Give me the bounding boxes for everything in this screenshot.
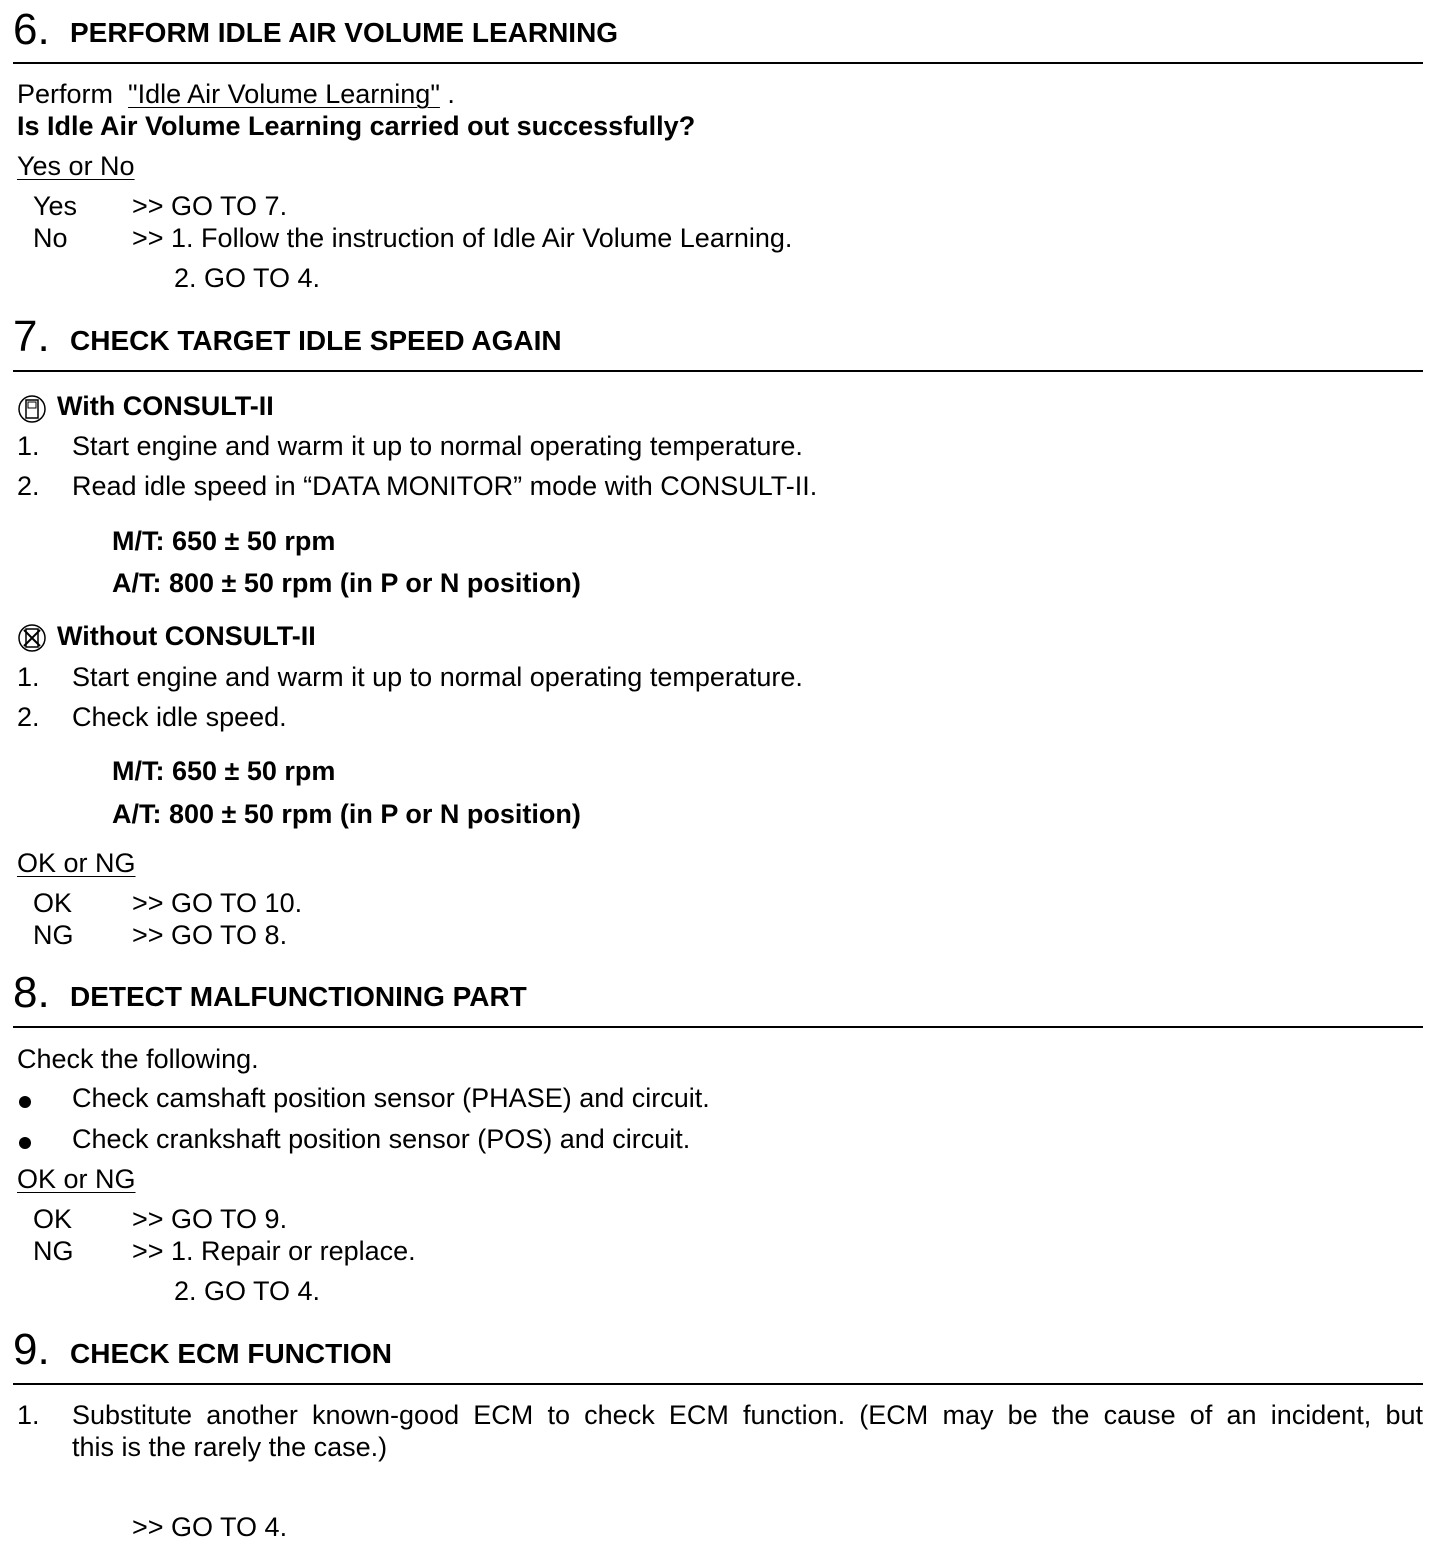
bullet-icon	[19, 1137, 31, 1149]
step7-number: 7.	[13, 312, 50, 361]
bullet-icon	[19, 1096, 31, 1108]
step9-title: CHECK ECM FUNCTION	[70, 1338, 392, 1369]
no-consult-icon	[17, 623, 47, 653]
step8-result-action-ok: >> GO TO 9.	[132, 1204, 288, 1234]
step8-result-header: OK or NG	[17, 1164, 136, 1194]
step7-result-action-ng: >> GO TO 8.	[132, 920, 288, 950]
step8-continuation: 2. GO TO 4.	[174, 1276, 321, 1306]
step7-title: CHECK TARGET IDLE SPEED AGAIN	[70, 325, 562, 356]
step9-step-text-1-line2: this is the rarely the case.)	[72, 1432, 388, 1462]
step6-question: Is Idle Air Volume Learning carried out successfully?	[17, 111, 696, 141]
step7-result-header: OK or NG	[17, 848, 136, 878]
step8-bullet-2: Check crankshaft position sensor (POS) and circuit.	[72, 1124, 691, 1154]
step6-result-header: Yes or No	[17, 151, 135, 181]
with-consult-step-num-2: 2.	[17, 471, 40, 501]
step6-result-label-yes: Yes	[33, 191, 78, 221]
perform-suffix: .	[447, 79, 455, 109]
with-consult-label: With CONSULT-II	[57, 391, 274, 421]
step6-result-action-yes: >> GO TO 7.	[132, 191, 288, 221]
consult-icon	[17, 394, 47, 424]
step8-bullet-1: Check camshaft position sensor (PHASE) and circuit.	[72, 1083, 710, 1113]
step7-divider	[13, 370, 1423, 372]
step9-step-num-1: 1.	[17, 1400, 40, 1430]
with-consult-step-num-1: 1.	[17, 431, 40, 461]
step6-title: PERFORM IDLE AIR VOLUME LEARNING	[70, 17, 619, 48]
step6-perform-line	[17, 78, 455, 110]
step6-continuation: 2. GO TO 4.	[174, 263, 321, 293]
step6-number: 6.	[13, 5, 50, 54]
without-consult-spec-at: A/T: 800 ± 50 rpm (in P or N position)	[112, 799, 581, 829]
step6-result-label-no: No	[33, 223, 68, 253]
step8-divider	[13, 1026, 1423, 1028]
with-consult-step-text-2: Read idle speed in “DATA MONITOR” mode with CONSULT-II.	[72, 471, 818, 501]
step7-result-label-ng: NG	[33, 920, 74, 950]
perform-prefix: Perform	[17, 79, 114, 109]
without-consult-step-num-2: 2.	[17, 702, 40, 732]
with-consult-spec-mt: M/T: 650 ± 50 rpm	[112, 526, 336, 556]
step7-result-label-ok: OK	[33, 888, 73, 918]
step8-title: DETECT MALFUNCTIONING PART	[70, 981, 527, 1012]
without-consult-label: Without CONSULT-II	[57, 621, 316, 651]
step8-result-action-ng: >> 1. Repair or replace.	[132, 1236, 416, 1266]
with-consult-step-text-1: Start engine and warm it up to normal operating temperature.	[72, 431, 803, 461]
step6-divider	[13, 62, 1423, 64]
step8-intro: Check the following.	[17, 1044, 259, 1074]
step8-result-label-ng: NG	[33, 1236, 74, 1266]
without-consult-spec-mt: M/T: 650 ± 50 rpm	[112, 756, 336, 786]
without-consult-step-text-2: Check idle speed.	[72, 702, 287, 732]
without-consult-step-text-1: Start engine and warm it up to normal operating temperature.	[72, 662, 803, 692]
step7-result-action-ok: >> GO TO 10.	[132, 888, 303, 918]
without-consult-step-num-1: 1.	[17, 662, 40, 692]
step8-number: 8.	[13, 968, 50, 1017]
step9-step-text-1-line1: Substitute another known-good ECM to check ECM function. (ECM may be the cause of an incident, but	[72, 1400, 1423, 1430]
step9-divider	[13, 1383, 1423, 1385]
idle-air-volume-learning-link[interactable]: "Idle Air Volume Learning"	[128, 79, 440, 109]
step6-result-action-no: >> 1. Follow the instruction of Idle Air Volume Learning.	[132, 223, 793, 253]
step9-final-action: >> GO TO 4.	[132, 1512, 288, 1542]
with-consult-spec-at: A/T: 800 ± 50 rpm (in P or N position)	[112, 568, 581, 598]
step9-number: 9.	[13, 1325, 50, 1374]
step8-result-label-ok: OK	[33, 1204, 73, 1234]
